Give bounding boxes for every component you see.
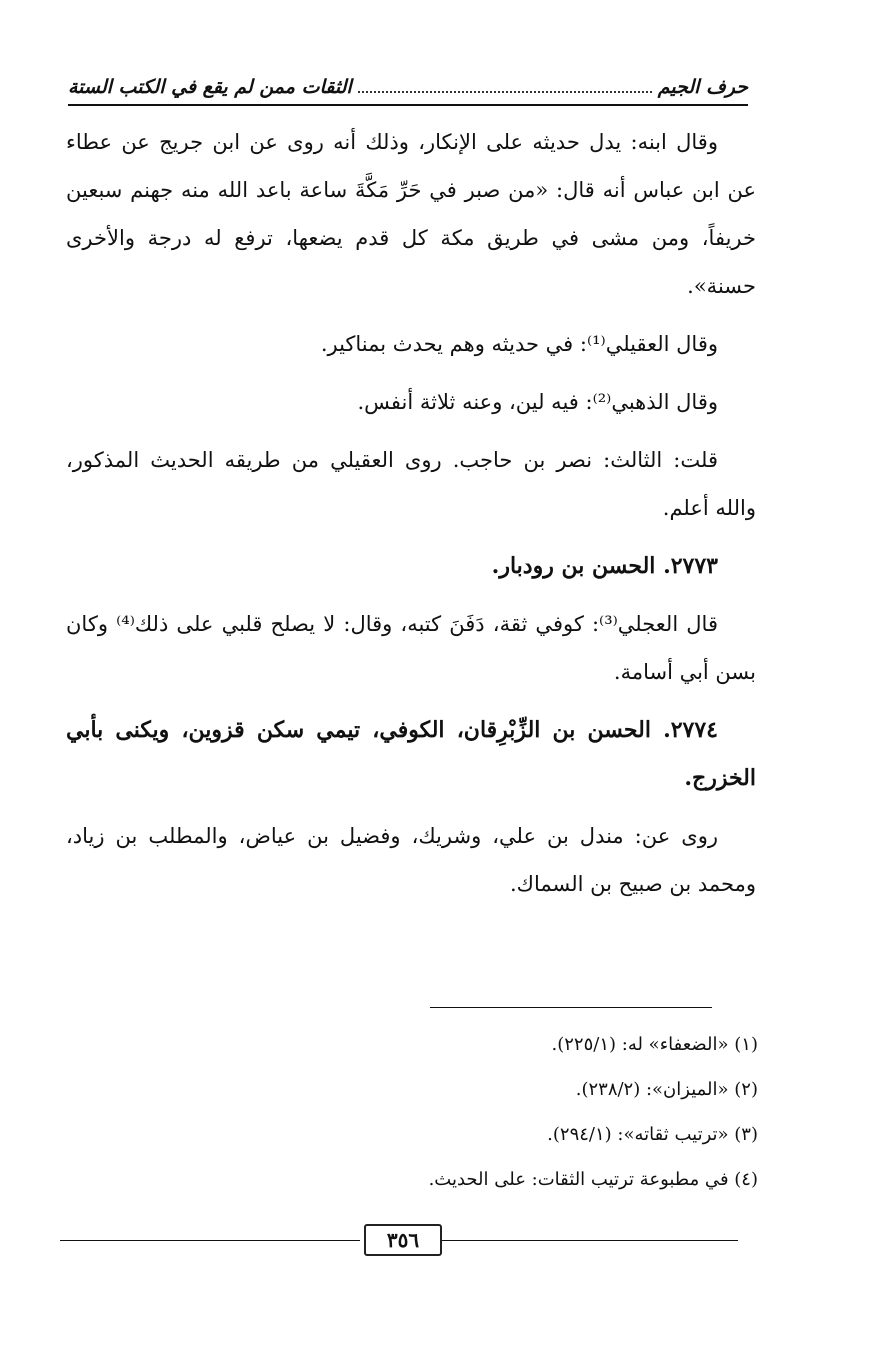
footnote: (١) «الضعفاء» له: (٢٢٥/١). [551, 1034, 758, 1055]
page-footer [60, 1222, 738, 1258]
paragraph: وقال العقيلي⁽¹⁾: في حديثه وهم يحدث بمناكير. [320, 332, 718, 356]
footer-rule-right [442, 1240, 738, 1241]
header-book-title: الثقات ممن لم يقع في الكتب الستة [68, 76, 352, 98]
header-dots [358, 81, 652, 93]
footnote: (٤) في مطبوعة ترتيب الثقات: على الحديث. [428, 1169, 758, 1190]
paragraph: روى عن: مندل بن علي، وشريك، وفضيل بن عياض، والمطلب بن زياد، ومحمد بن صبيح بن السماك. [66, 824, 756, 896]
paragraph: قال العجلي⁽³⁾: كوفي ثقة، دَفَنَ كتبه، وقال: لا يصلح قلبي على ذلك⁽⁴⁾ وكان بسن أبي أسامة. [66, 612, 756, 684]
page-number: ٣٥٦ [364, 1224, 442, 1256]
footnote-separator [430, 1007, 712, 1008]
paragraph: قلت: الثالث: نصر بن حاجب. روى العقيلي من طريقه الحديث المذكور، والله أعلم. [66, 448, 756, 520]
main-text [66, 118, 756, 918]
header-chapter: حرف الجيم [657, 76, 748, 98]
entry-heading: ٢٧٧٤. الحسن بن الزِّبْرِقان، الكوفي، تيمي سكن قزوين، ويكنى بأبي الخزرج. [66, 717, 756, 791]
footnote: (٣) «ترتيب ثقاته»: (٢٩٤/١). [547, 1124, 758, 1145]
paragraph: وقال ابنه: يدل حديثه على الإنكار، وذلك أنه روى عن ابن جريج عن عطاء عن ابن عباس أنه قال: «من صبر في حَرِّ مَكَّةَ ساعة باعد الله منه جهنم سبعين خريفاً، ومن مشى في طريق مكة كل قدم يضعها، ترفع له درجة والأخرى حسنة». [66, 130, 756, 298]
footnotes [280, 1022, 758, 1202]
paragraph: وقال الذهبي⁽²⁾: فيه لين، وعنه ثلاثة أنفس. [357, 390, 718, 414]
footnote: (٢) «الميزان»: (٢٣٨/٢). [575, 1079, 758, 1100]
footer-rule-left [60, 1240, 360, 1241]
entry-heading: ٢٧٧٣. الحسن بن رودبار. [491, 553, 718, 579]
running-header [68, 70, 748, 106]
